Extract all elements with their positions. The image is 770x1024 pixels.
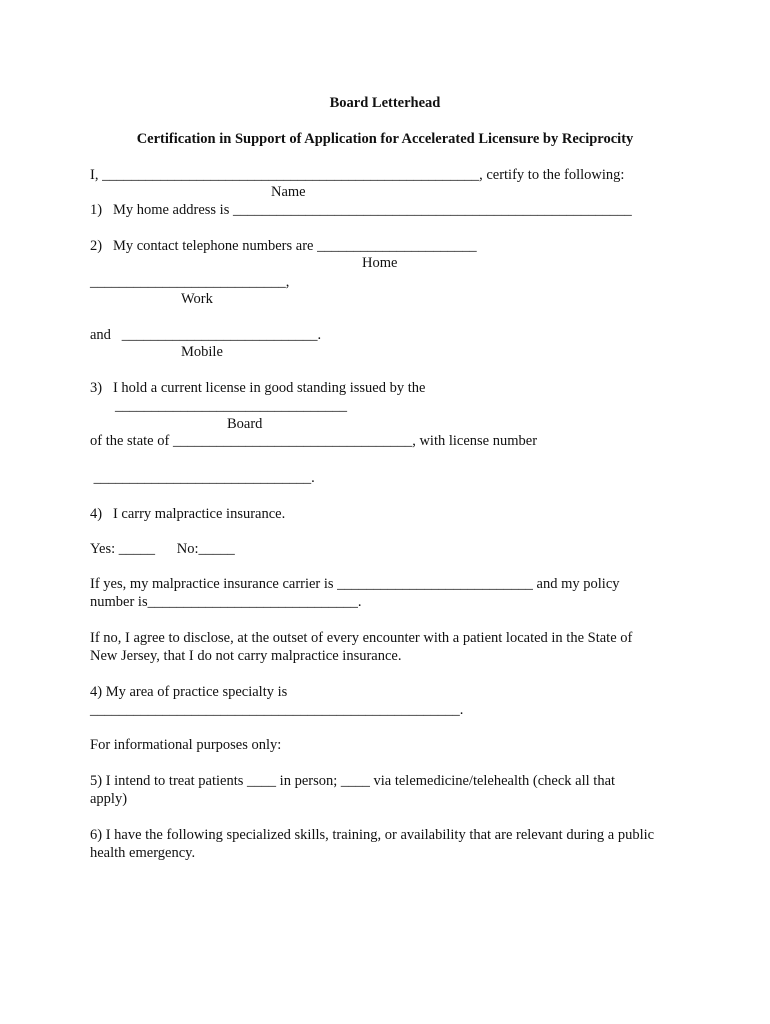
malpractice-line: 4) I carry malpractice insurance. — [90, 506, 286, 522]
no-insurance-line-2: New Jersey, that I do not carry malpractice insurance. — [90, 648, 402, 664]
treatment-line-2: apply) — [90, 791, 128, 807]
name-label: Name — [271, 184, 306, 200]
home-label: Home — [362, 255, 398, 271]
treatment-line-1: 5) I intend to treat patients ____ in person; ____ via telemedicine/telehealth (check all that — [90, 773, 616, 789]
specialty-line-2: ___________________________________________________. — [90, 702, 464, 718]
work-label: Work — [181, 291, 213, 307]
license-number-line: ______________________________. — [90, 470, 315, 486]
phone-line: 2) My contact telephone numbers are ______________________ — [90, 238, 477, 254]
board-label: Board — [227, 416, 263, 432]
letterhead: Board Letterhead — [329, 95, 441, 111]
skills-line-1: 6) I have the following specialized skills, training, or availability that are relevant during a public — [90, 827, 655, 843]
mobile-label: Mobile — [181, 344, 223, 360]
no-insurance-line-1: If no, I agree to disclose, at the outset of every encounter with a patient located in the State of — [90, 630, 633, 646]
document-title: Certification in Support of Application for Accelerated Licensure by Reciprocity — [136, 131, 634, 147]
informational-heading: For informational purposes only: — [90, 737, 282, 753]
carrier-line-1: If yes, my malpractice insurance carrier is ___________________________ and my policy — [90, 576, 620, 592]
home-address-line: 1) My home address is _______________________________________________________ — [90, 202, 632, 218]
yes-no-line: Yes: _____ No:_____ — [90, 541, 235, 557]
board-line: ________________________________ — [115, 398, 347, 414]
skills-line-2: health emergency. — [90, 845, 196, 861]
intro-line: I, ____________________________________________________, certify to the following: — [90, 167, 625, 183]
state-line: of the state of _________________________________, with license number — [90, 433, 538, 449]
mobile-phone-line: and ___________________________. — [90, 327, 322, 343]
specialty-line-1: 4) My area of practice specialty is — [90, 684, 288, 700]
carrier-line-2: number is_____________________________. — [90, 594, 362, 610]
license-intro-line: 3) I hold a current license in good standing issued by the — [90, 380, 426, 396]
work-phone-line: ___________________________, — [90, 274, 290, 290]
